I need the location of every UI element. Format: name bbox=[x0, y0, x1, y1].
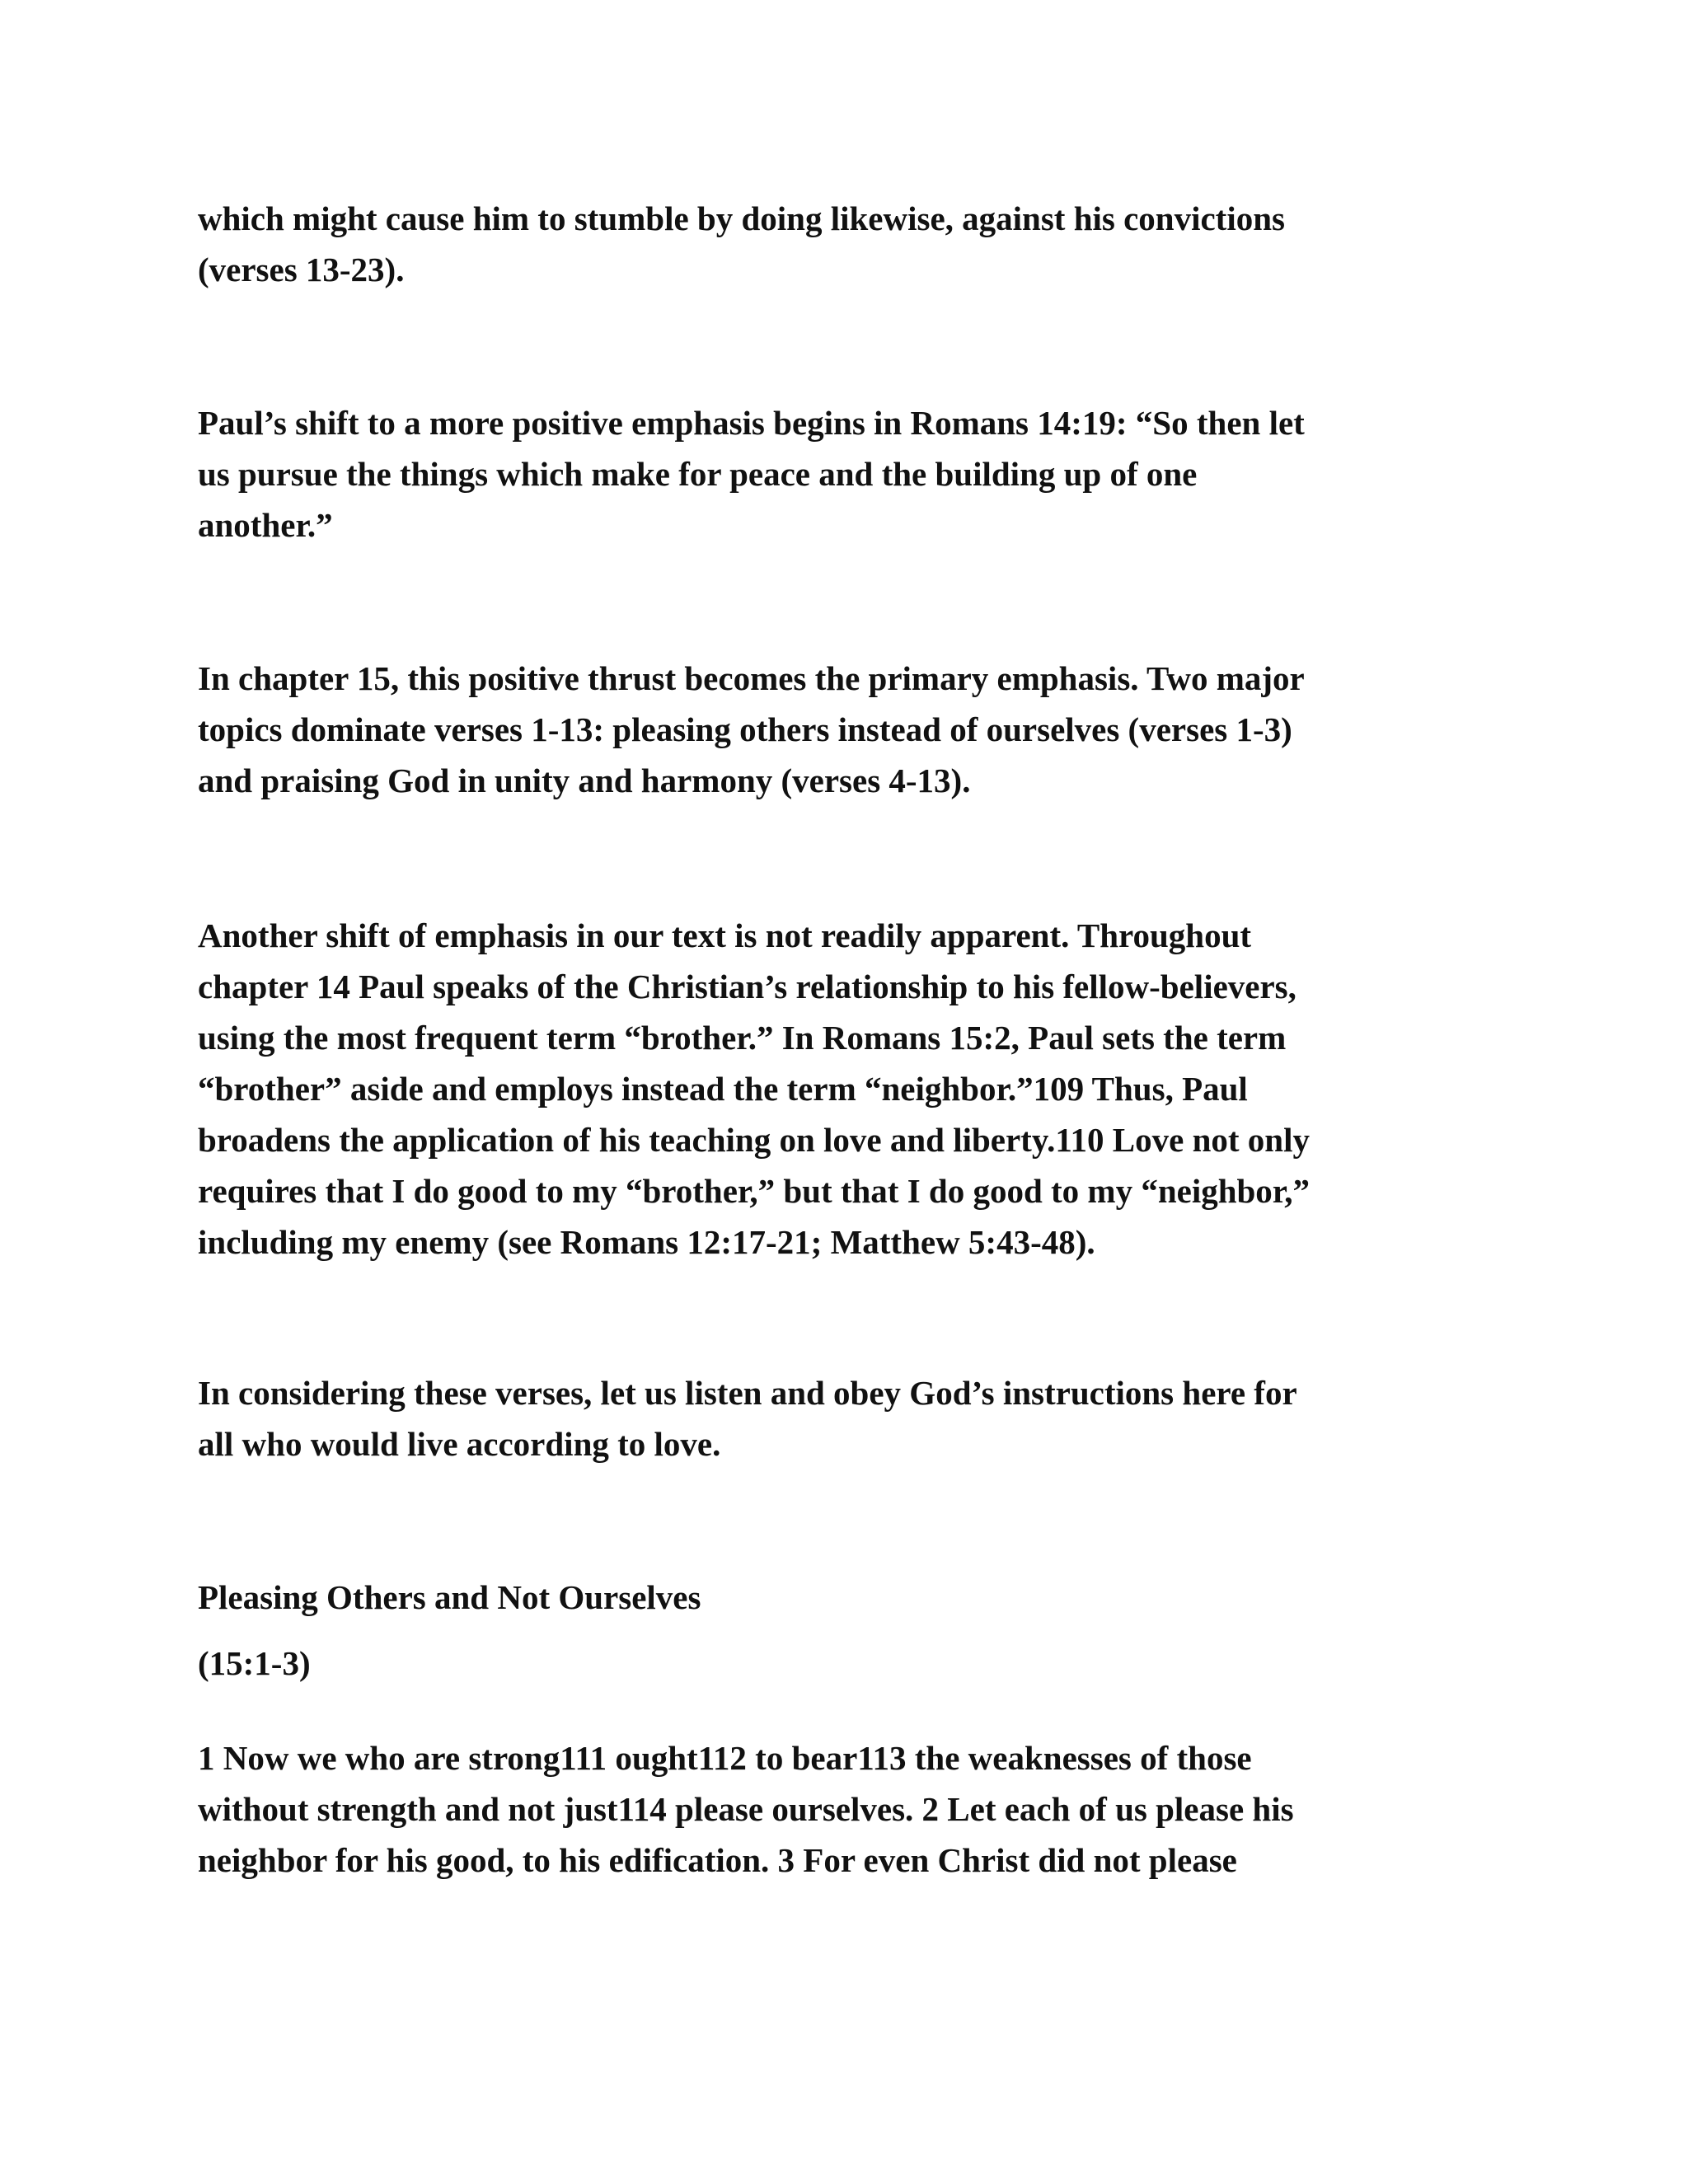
text-line: using the most frequent term “brother.” In Romans 15:2, Paul sets the term bbox=[198, 1019, 1287, 1057]
text-line: (verses 13-23). bbox=[198, 251, 405, 288]
text-line: and praising God in unity and harmony (verses 4-13). bbox=[198, 762, 971, 799]
text-line: chapter 14 Paul speaks of the Christian’s relationship to his fellow-believers, bbox=[198, 968, 1296, 1005]
text-line: Paul’s shift to a more positive emphasis begins in Romans 14:19: “So then let bbox=[198, 404, 1305, 442]
text-line: us pursue the things which make for peace and the building up of one bbox=[198, 455, 1198, 493]
text-line: Another shift of emphasis in our text is not readily apparent. Throughout bbox=[198, 916, 1252, 954]
section-reference: (15:1-3) bbox=[198, 1644, 311, 1682]
scripture-line: neighbor for his good, to his edification. 3 For even Christ did not please bbox=[198, 1841, 1237, 1879]
text-line: broadens the application of his teaching on love and liberty.110 Love not only bbox=[198, 1121, 1310, 1159]
text-line: In chapter 15, this positive thrust becomes the primary emphasis. Two major bbox=[198, 659, 1305, 697]
text-line: including my enemy (see Romans 12:17-21; Matthew 5:43-48). bbox=[198, 1223, 1095, 1261]
text-line: topics dominate verses 1-13: pleasing others instead of ourselves (verses 1-3) bbox=[198, 710, 1292, 748]
text-line: “brother” aside and employs instead the term “neighbor.”109 Thus, Paul bbox=[198, 1070, 1248, 1108]
text-line: In considering these verses, let us listen and obey God’s instructions here for bbox=[198, 1374, 1297, 1412]
section-heading: Pleasing Others and Not Ourselves bbox=[198, 1578, 701, 1616]
text-line: another.” bbox=[198, 506, 333, 544]
scripture-line: without strength and not just114 please ourselves. 2 Let each of us please his bbox=[198, 1790, 1294, 1828]
text-line: requires that I do good to my “brother,” but that I do good to my “neighbor,” bbox=[198, 1172, 1310, 1210]
text-line: all who would live according to love. bbox=[198, 1425, 721, 1463]
text-line: which might cause him to stumble by doing likewise, against his convictions bbox=[198, 199, 1285, 237]
scripture-line: 1 Now we who are strong111 ought112 to bear113 the weaknesses of those bbox=[198, 1739, 1252, 1777]
